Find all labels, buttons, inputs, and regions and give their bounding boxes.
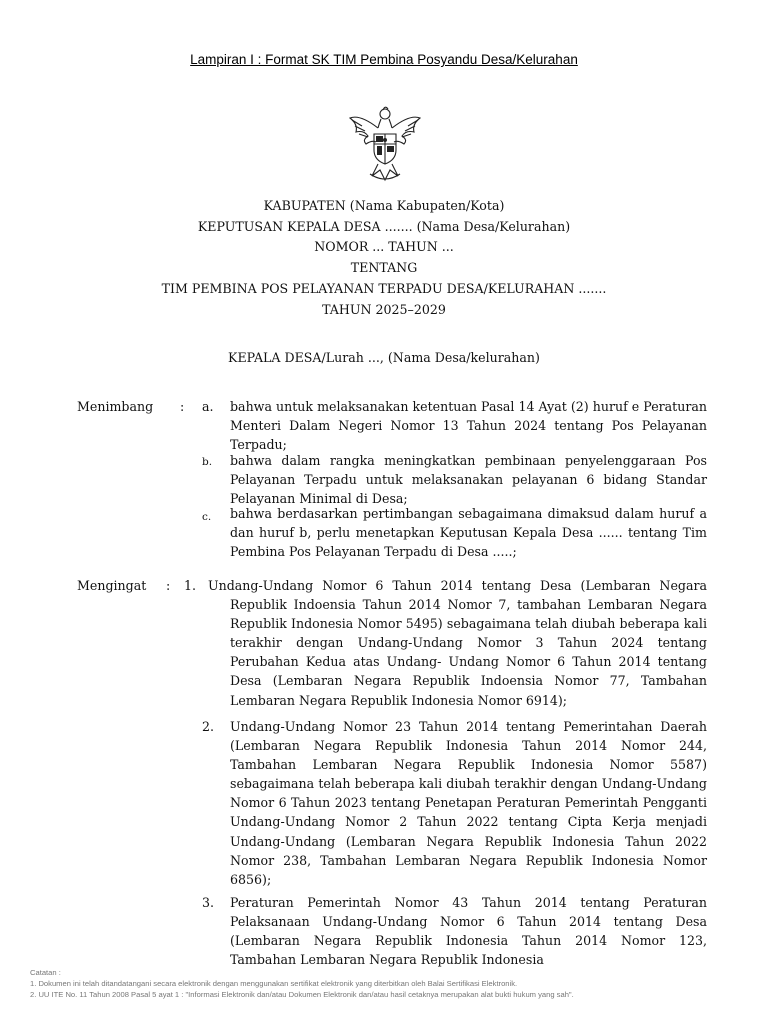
menimbang-item-b: bahwa dalam rangka meningkatkan pembinaan penyelenggaraan Pos Pelayanan Terpadu untuk melaksanakan pelayanan 6 bidang Standar Pelayanan Minimal di Desa; [230, 453, 707, 507]
menimbang-marker-b: b. [202, 456, 213, 468]
mengingat-marker-1: 1. [184, 578, 197, 593]
kepala-desa-line: KEPALA DESA/Lurah ..., (Nama Desa/kelurahan) [228, 350, 540, 365]
menimbang-item-a: bahwa untuk melaksanakan ketentuan Pasal 14 Ayat (2) huruf e Peraturan Menteri Dalam Negeri Nomor 13 Tahun 2024 tentang Pos Pelayanan Terpadu; [230, 399, 707, 453]
mengingat-marker-2: 2. [202, 719, 215, 734]
footer-note-1: 1. Dokumen ini telah ditandatangani secara elektronik dengan menggunakan sertifikat elektronik yang diterbitkan oleh Balai Sertifikasi Elektronik. [30, 979, 518, 988]
footer-notes [30, 967, 760, 1000]
document-heading [0, 196, 768, 320]
mengingat-label: Mengingat [77, 578, 147, 593]
heading-kabupaten: KABUPATEN (Nama Kabupaten/Kota) [263, 198, 505, 213]
heading-subject: TIM PEMBINA POS PELAYANAN TERPADU DESA/KELURAHAN ....... [161, 280, 607, 296]
mengingat-item-3: Peraturan Pemerintah Nomor 43 Tahun 2014 tentang Peraturan Pelaksanaan Undang-Undang Nomor 6 Tahun 2014 tentang Desa (Lembaran Negara Republik Indonesia Tahun 2014 Nomor 123, Tambahan Lembaran Negara Republik Indonesia [230, 895, 707, 968]
heading-keputusan: KEPUTUSAN KEPALA DESA ....... (Nama Desa/Kelurahan) [197, 218, 571, 234]
menimbang-colon: : [180, 399, 185, 414]
menimbang-marker-c: c. [202, 511, 212, 523]
heading-tentang: TENTANG [350, 260, 418, 276]
heading-nomor: NOMOR ... TAHUN ... [314, 239, 454, 255]
menimbang-label: Menimbang [77, 399, 154, 414]
garuda-emblem-icon [342, 104, 428, 186]
mengingat-item-2: Undang-Undang Nomor 23 Tahun 2014 tentang Pemerintahan Daerah (Lembaran Negara Republik Indonesia Tahun 2014 Nomor 244, Tambahan Lembaran Negara Republik Indonesia Nomor 5587) sebagaimana telah beberapa kali diubah terakhir dengan Undang-Undang Nomor 6 Tahun 2023 tentang Penetapan Peraturan Pemerintah Pengganti Undang-Undang Nomor 2 Tahun 2022 tentang Cipta Kerja menjadi Undang-Undang (Lembaran Negara Republik Indonesia Tahun 2022 Nomor 238, Tambahan Lembaran Negara Republik Indonesia Nomor 6856); [230, 719, 707, 887]
mengingat-marker-3: 3. [202, 895, 215, 910]
menimbang-item-c: bahwa berdasarkan pertimbangan sebagaimana dimaksud dalam huruf a dan huruf b, perlu menetapkan Keputusan Kepala Desa ...... tentang Tim Pembina Pos Pelayanan Terpadu di Desa .....; [230, 506, 707, 560]
footer-title: Catatan : [30, 968, 61, 977]
footer-note-2: 2. UU ITE No. 11 Tahun 2008 Pasal 5 ayat 1 : "Informasi Elektronik dan/atau Dokumen Elektronik dan/atau hasil cetaknya merupakan alat bukti hukum yang sah". [30, 990, 574, 999]
mengingat-item-1: Undang-Undang Nomor 6 Tahun 2014 tentang Desa (Lembaran Negara Republik Indoensia Tahun 2014 Nomor 7, tambahan Lembaran Negara Republik Indonesia Nomor 5495) sebagaimana telah diubah beberapa kali terakhir dengan Undang-Undang Nomor 3 Tahun 2024 tentang Perubahan Kedua atas Undang- Undang Nomor 6 Tahun 2014 tentang Desa (Lembaran Negara Republik Indoensia Nomor 77, Tambahan Lembaran Negara Republik Indonesia Nomor 6914); [208, 578, 707, 708]
heading-tahun: TAHUN 2025–2029 [322, 301, 446, 317]
mengingat-colon: : [166, 578, 171, 593]
lampiran-title: Lampiran I : Format SK TIM Pembina Posyandu Desa/Kelurahan [190, 52, 578, 67]
menimbang-marker-a: a. [202, 399, 214, 414]
